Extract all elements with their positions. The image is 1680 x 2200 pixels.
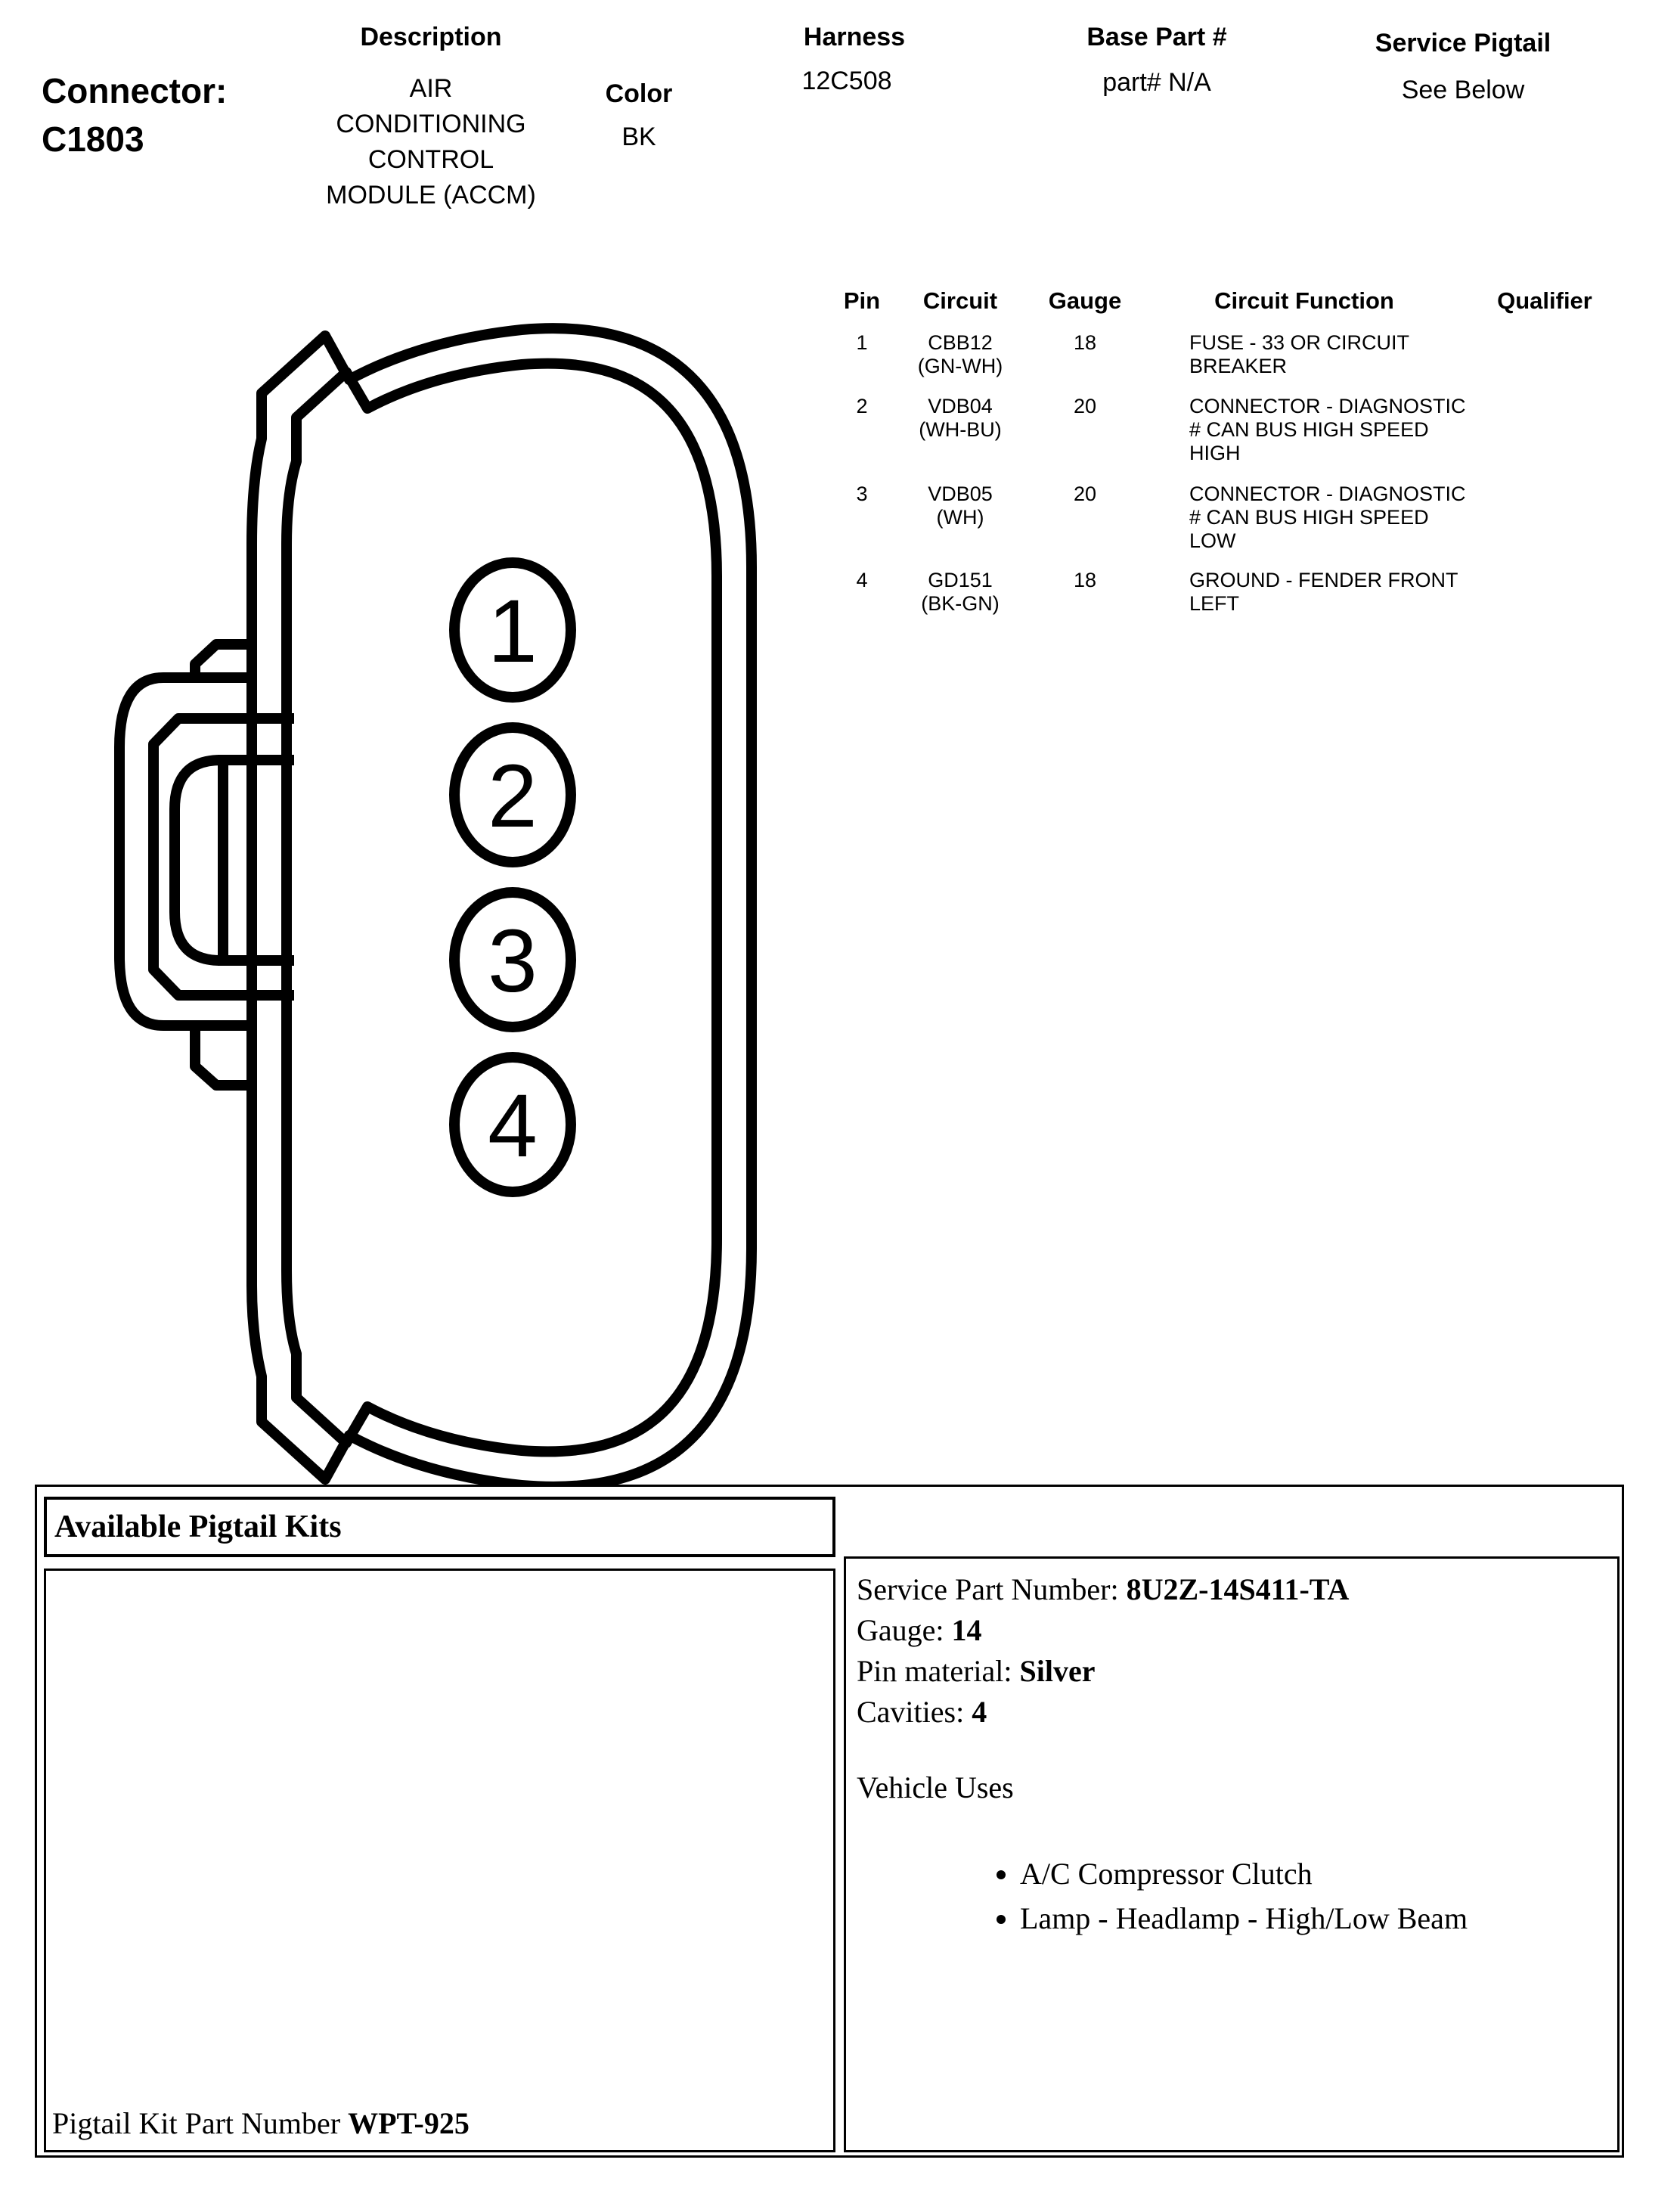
connector-label: Connector: — [42, 71, 228, 110]
pigtail-kit-cell — [44, 1569, 835, 2152]
cavities-label: Cavities: — [857, 1695, 972, 1729]
cavity-3-label: 3 — [488, 911, 538, 1011]
circuit-function — [1189, 395, 1582, 465]
circuit-code — [900, 483, 1021, 529]
pin-material-value: Silver — [1019, 1654, 1096, 1688]
function-line: # CAN BUS HIGH SPEED — [1189, 506, 1429, 529]
service-pigtail-value: See Below — [1401, 76, 1525, 104]
circuit-function — [1189, 569, 1582, 616]
service-part-label: Service Part Number: — [857, 1572, 1127, 1606]
description-line: MODULE (ACCM) — [326, 181, 536, 209]
function-line: GROUND - FENDER FRONT — [1189, 569, 1458, 591]
vehicle-uses-list — [857, 1852, 1617, 1940]
circuit-color: (WH) — [936, 506, 984, 529]
function-line: FUSE - 33 OR CIRCUIT — [1189, 331, 1410, 354]
color-value: BK — [621, 123, 656, 151]
harness-label: Harness — [803, 23, 906, 51]
connector-title — [42, 67, 314, 163]
service-part-cell — [844, 1556, 1620, 2152]
service-pigtail-label: Service Pigtail — [1375, 29, 1551, 57]
function-line: LEFT — [1189, 592, 1240, 615]
circuit-id: CBB12 — [928, 331, 993, 354]
color-label: Color — [605, 79, 673, 108]
bracket-outer — [119, 678, 252, 1026]
circuit-color: (GN-WH) — [917, 355, 1003, 377]
vehicle-uses-label: Vehicle Uses — [857, 1770, 1014, 1804]
cavity-1-label: 1 — [488, 582, 538, 681]
gauge-value: 20 — [1073, 395, 1097, 417]
gauge-label: Gauge: — [857, 1613, 952, 1647]
description-value — [291, 71, 571, 213]
description-label: Description — [360, 23, 502, 51]
gauge-line — [857, 1610, 1617, 1651]
circuit-code — [900, 569, 1021, 616]
cavities-value: 4 — [972, 1695, 987, 1729]
pigtail-kit-part-number — [52, 2103, 823, 2144]
pin-table-header-circuit: Circuit — [922, 287, 998, 314]
base-part-label: Base Part # — [1086, 23, 1227, 51]
pin-number: 2 — [856, 395, 868, 417]
pin-number: 3 — [856, 483, 868, 505]
function-line: CONNECTOR - DIAGNOSTIC — [1189, 483, 1466, 505]
description-line: CONTROL — [367, 145, 494, 174]
vehicle-use-item: • Lamp - Headlamp - High/Low Beam — [1020, 1897, 1617, 1940]
gauge-value: 18 — [1073, 331, 1097, 354]
pigtail-kit-label: Pigtail Kit Part Number — [52, 2106, 349, 2140]
cavities-line — [857, 1692, 1617, 1733]
function-line: # CAN BUS HIGH SPEED — [1189, 418, 1429, 441]
function-line: BREAKER — [1189, 355, 1288, 377]
pin-material-line — [857, 1651, 1617, 1692]
circuit-id: VDB04 — [928, 395, 993, 417]
connector-body-outer — [252, 328, 752, 1487]
pigtail-kits-title-box — [44, 1497, 835, 1557]
pin-table-header-gauge: Gauge — [1048, 287, 1122, 314]
connector-face-diagram — [98, 318, 824, 1497]
circuit-id: GD151 — [928, 569, 993, 591]
circuit-function — [1189, 331, 1582, 378]
service-part-value: 8U2Z-14S411-TA — [1126, 1572, 1350, 1606]
circuit-function — [1189, 483, 1582, 553]
circuit-id: VDB05 — [928, 483, 993, 505]
pin-table-header-qualifier: Qualifier — [1497, 287, 1592, 314]
function-line: LOW — [1189, 529, 1236, 552]
pigtail-kit-value: WPT-925 — [348, 2106, 470, 2140]
cavity-4-label: 4 — [488, 1076, 538, 1176]
harness-value: 12C508 — [801, 67, 892, 95]
pigtail-kits-title: Available Pigtail Kits — [54, 1510, 342, 1544]
pin-number: 4 — [856, 569, 868, 591]
description-line: CONDITIONING — [336, 110, 526, 138]
gauge-value: 18 — [1073, 569, 1097, 591]
circuit-color: (WH-BU) — [919, 418, 1002, 441]
circuit-code — [900, 331, 1021, 378]
pin-table-header-function: Circuit Function — [1214, 287, 1394, 314]
service-part-number-line — [857, 1569, 1617, 1610]
function-line: HIGH — [1189, 442, 1241, 464]
pin-material-label: Pin material: — [857, 1654, 1020, 1688]
gauge-value: 20 — [1073, 483, 1097, 505]
function-line: CONNECTOR - DIAGNOSTIC — [1189, 395, 1466, 417]
gauge-value: 14 — [951, 1613, 982, 1647]
circuit-color: (BK-GN) — [921, 592, 1000, 615]
pin-number: 1 — [856, 331, 868, 354]
bracket-bottom-tab — [195, 1026, 252, 1085]
vehicle-use-item: • A/C Compressor Clutch — [1020, 1852, 1617, 1895]
connector-id: C1803 — [42, 119, 144, 159]
cavity-2-label: 2 — [488, 746, 538, 846]
description-line: AIR — [409, 74, 453, 103]
bracket-d-tab — [175, 760, 289, 960]
circuit-code — [900, 395, 1021, 442]
pin-table-header-pin: Pin — [843, 287, 881, 314]
connector-body-inner — [287, 364, 717, 1452]
base-part-value: part# N/A — [1102, 68, 1211, 97]
